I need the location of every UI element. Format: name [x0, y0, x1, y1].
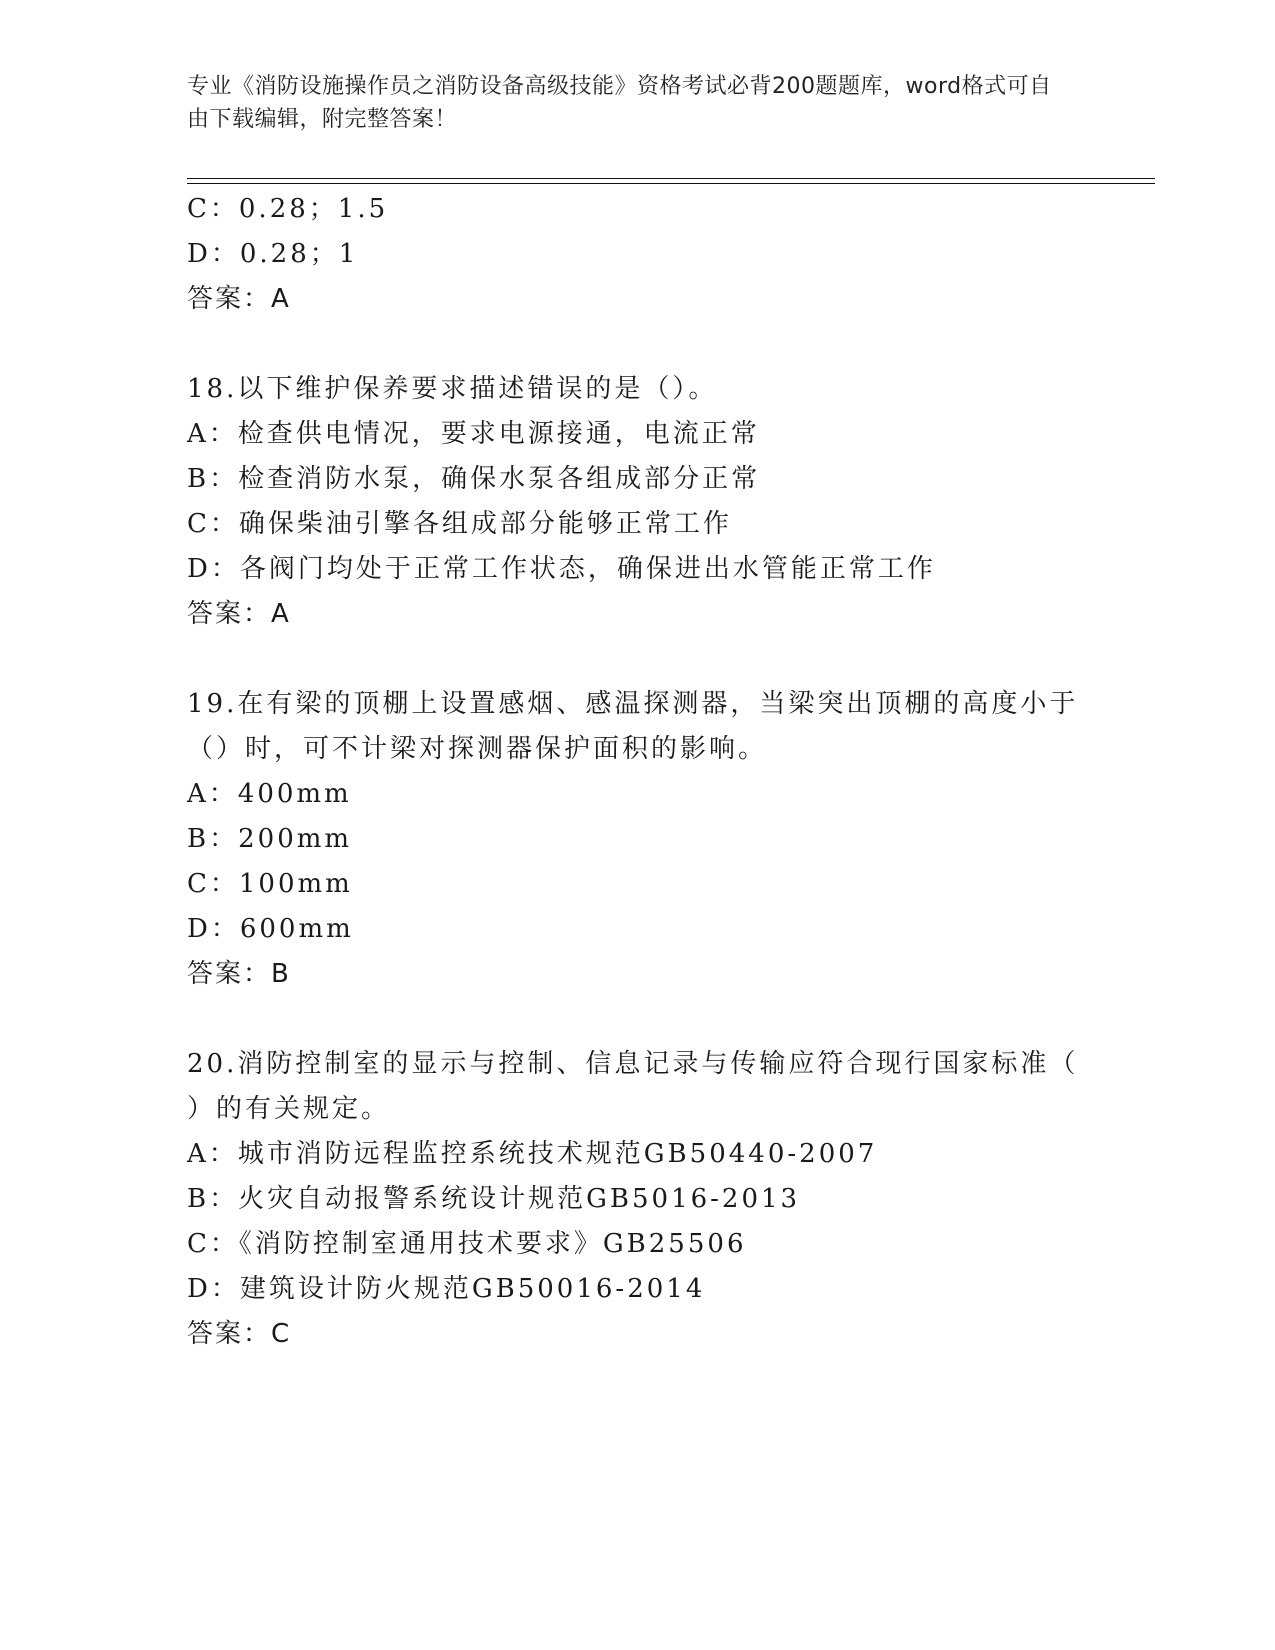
answer-label: 答案：B: [187, 959, 291, 989]
option-a: A：城市消防远程监控系统技术规范GB50440-2007: [187, 1139, 878, 1169]
question-18: 18.以下维护保养要求描述错误的是（）。: [187, 374, 718, 404]
answer-label: 答案：A: [187, 284, 291, 314]
option-c: C：确保柴油引擎各组成部分能够正常工作: [187, 509, 732, 539]
question-19: 19.在有梁的顶棚上设置感烟、感温探测器，当梁突出顶棚的高度小于: [187, 689, 1079, 719]
option-d: D：建筑设计防火规范GB50016-2014: [187, 1274, 706, 1304]
answer-label: 答案：A: [187, 599, 291, 629]
option-b: B：火灾自动报警系统设计规范GB5016-2013: [187, 1184, 801, 1214]
question-19-continued: （）时，可不计梁对探测器保护面积的影响。: [187, 734, 768, 764]
option-d: D：600mm: [187, 914, 354, 944]
answer-label: 答案：C: [187, 1319, 292, 1349]
option-b: B：检查消防水泵，确保水泵各组成部分正常: [187, 464, 761, 494]
question-20: 20.消防控制室的显示与控制、信息记录与传输应符合现行国家标准（: [187, 1049, 1079, 1079]
option-c: C：0.28；1.5: [187, 194, 389, 224]
question-20-continued: ）的有关规定。: [187, 1094, 391, 1124]
option-b: B：200mm: [187, 824, 353, 854]
document-header: 专业《消防设施操作员之消防设备高级技能》资格考试必背200题题库，word格式可自由下载编辑，附完整答案！: [187, 74, 1052, 132]
option-c: C：100mm: [187, 869, 353, 899]
header-divider-bottom: [187, 183, 1155, 184]
header-divider-top: [187, 178, 1155, 179]
option-d: D：各阀门均处于正常工作状态，确保进出水管能正常工作: [187, 554, 936, 584]
option-d: D：0.28；1: [187, 239, 359, 269]
option-a: A：检查供电情况，要求电源接通，电流正常: [187, 419, 760, 449]
option-a: A：400mm: [187, 779, 352, 809]
option-c: C：《消防控制室通用技术要求》GB25506: [187, 1229, 747, 1259]
